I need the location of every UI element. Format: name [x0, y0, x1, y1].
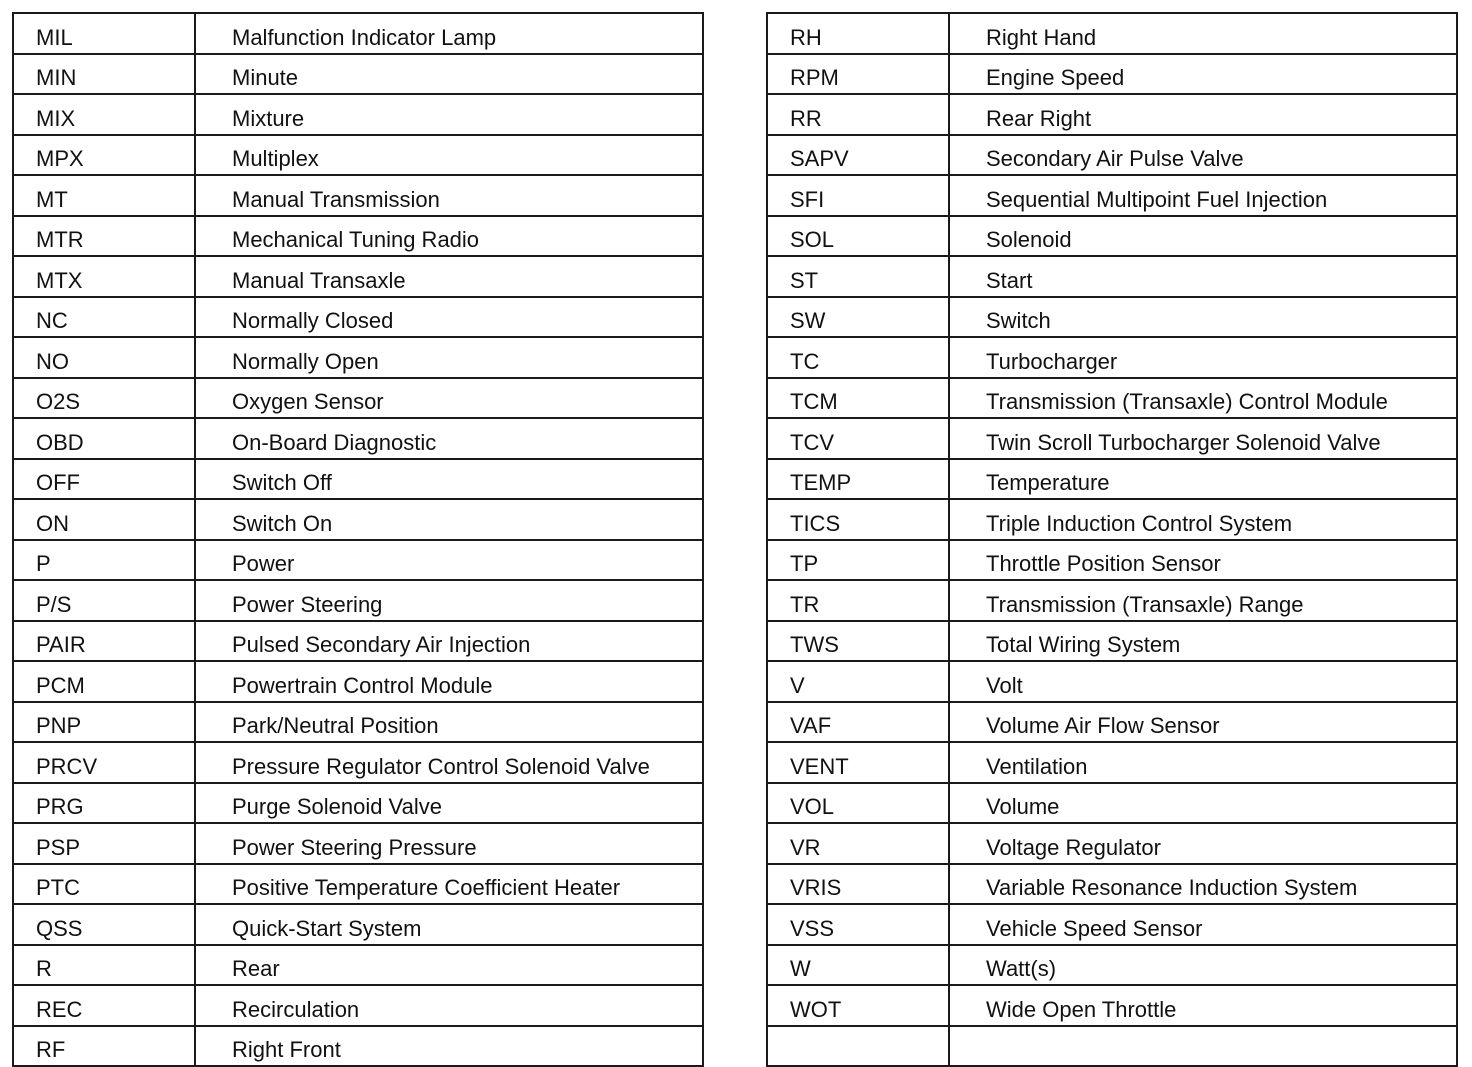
abbreviation-meaning: Volt — [949, 661, 1457, 702]
table-row — [13, 378, 703, 419]
table-row — [767, 783, 1457, 824]
abbreviation-code: MPX — [13, 135, 195, 176]
abbreviation-meaning: Ventilation — [949, 742, 1457, 783]
abbreviation-code: R — [13, 945, 195, 986]
table-row — [13, 459, 703, 500]
table-row — [767, 337, 1457, 378]
abbreviation-code: TWS — [767, 621, 949, 662]
table-row — [13, 864, 703, 905]
abbreviation-code: PCM — [13, 661, 195, 702]
table-row — [13, 823, 703, 864]
table-row — [13, 94, 703, 135]
abbreviation-code: NO — [13, 337, 195, 378]
abbreviation-code: PSP — [13, 823, 195, 864]
abbreviation-code: PRCV — [13, 742, 195, 783]
abbreviation-code: V — [767, 661, 949, 702]
abbreviation-meaning: Secondary Air Pulse Valve — [949, 135, 1457, 176]
abbreviation-meaning: Turbocharger — [949, 337, 1457, 378]
abbreviation-code: TP — [767, 540, 949, 581]
table-row — [13, 337, 703, 378]
table-row — [13, 580, 703, 621]
table-row — [767, 580, 1457, 621]
abbreviation-code: WOT — [767, 985, 949, 1026]
abbreviation-code: RH — [767, 13, 949, 54]
abbreviation-meaning: Temperature — [949, 459, 1457, 500]
abbreviation-code: RR — [767, 94, 949, 135]
abbreviation-meaning: Positive Temperature Coefficient Heater — [195, 864, 703, 905]
abbreviation-meaning: Normally Open — [195, 337, 703, 378]
abbreviation-meaning: Right Hand — [949, 13, 1457, 54]
table-row — [13, 945, 703, 986]
abbreviation-code: P — [13, 540, 195, 581]
table-row — [767, 499, 1457, 540]
abbreviation-code: VR — [767, 823, 949, 864]
abbreviation-meaning: Power — [195, 540, 703, 581]
table-row — [767, 256, 1457, 297]
table-row — [13, 702, 703, 743]
abbreviation-meaning: Variable Resonance Induction System — [949, 864, 1457, 905]
abbreviation-meaning: Quick-Start System — [195, 904, 703, 945]
abbreviation-meaning: Rear Right — [949, 94, 1457, 135]
abbreviation-meaning: Pulsed Secondary Air Injection — [195, 621, 703, 662]
table-row — [767, 945, 1457, 986]
abbreviation-table-left — [12, 12, 704, 1067]
abbreviation-code: VSS — [767, 904, 949, 945]
abbreviation-meaning: Transmission (Transaxle) Control Module — [949, 378, 1457, 419]
abbreviation-code: VRIS — [767, 864, 949, 905]
abbreviation-code: O2S — [13, 378, 195, 419]
abbreviation-code: MT — [13, 175, 195, 216]
table-row — [767, 661, 1457, 702]
abbreviation-meaning: Solenoid — [949, 216, 1457, 257]
table-row — [13, 499, 703, 540]
table-row — [767, 216, 1457, 257]
table-row — [767, 985, 1457, 1026]
abbreviation-meaning: Pressure Regulator Control Solenoid Valve — [195, 742, 703, 783]
table-row — [767, 540, 1457, 581]
abbreviation-code: VAF — [767, 702, 949, 743]
table-row — [13, 661, 703, 702]
abbreviation-code: TCV — [767, 418, 949, 459]
abbreviation-meaning: Wide Open Throttle — [949, 985, 1457, 1026]
abbreviation-code: VOL — [767, 783, 949, 824]
abbreviation-code: SOL — [767, 216, 949, 257]
abbreviation-code: PRG — [13, 783, 195, 824]
abbreviation-code: MTX — [13, 256, 195, 297]
table-row — [13, 256, 703, 297]
abbreviation-code: RPM — [767, 54, 949, 95]
table-row — [13, 621, 703, 662]
abbreviation-meaning: Manual Transaxle — [195, 256, 703, 297]
abbreviation-meaning: Oxygen Sensor — [195, 378, 703, 419]
abbreviation-code: TEMP — [767, 459, 949, 500]
abbreviation-code: TCM — [767, 378, 949, 419]
abbreviation-meaning: Sequential Multipoint Fuel Injection — [949, 175, 1457, 216]
abbreviation-meaning: Volume Air Flow Sensor — [949, 702, 1457, 743]
table-row — [767, 742, 1457, 783]
abbreviation-meaning: Rear — [195, 945, 703, 986]
abbreviation-meaning: Multiplex — [195, 135, 703, 176]
abbreviation-meaning: Throttle Position Sensor — [949, 540, 1457, 581]
abbreviation-code: SFI — [767, 175, 949, 216]
abbreviation-meaning: Normally Closed — [195, 297, 703, 338]
abbreviation-code: W — [767, 945, 949, 986]
table-row — [767, 54, 1457, 95]
table-row — [13, 985, 703, 1026]
abbreviation-code: RF — [13, 1026, 195, 1067]
abbreviation-table-right-body — [767, 13, 1457, 1066]
abbreviation-code: TC — [767, 337, 949, 378]
table-row — [13, 418, 703, 459]
table-row — [767, 175, 1457, 216]
abbreviation-code: MIN — [13, 54, 195, 95]
abbreviation-code: ON — [13, 499, 195, 540]
abbreviation-meaning: Triple Induction Control System — [949, 499, 1457, 540]
table-row — [767, 94, 1457, 135]
abbreviation-code: MIX — [13, 94, 195, 135]
abbreviation-code: QSS — [13, 904, 195, 945]
table-row — [767, 459, 1457, 500]
abbreviation-meaning: Recirculation — [195, 985, 703, 1026]
abbreviation-meaning: Mixture — [195, 94, 703, 135]
abbreviation-code: OFF — [13, 459, 195, 500]
abbreviation-meaning: Total Wiring System — [949, 621, 1457, 662]
abbreviation-code: MTR — [13, 216, 195, 257]
table-row — [767, 418, 1457, 459]
abbreviation-code: OBD — [13, 418, 195, 459]
table-row — [13, 297, 703, 338]
abbreviation-meaning: Engine Speed — [949, 54, 1457, 95]
table-row — [13, 175, 703, 216]
abbreviation-code: TR — [767, 580, 949, 621]
abbreviation-meaning: Switch — [949, 297, 1457, 338]
abbreviation-code: P/S — [13, 580, 195, 621]
table-row — [767, 135, 1457, 176]
abbreviation-meaning: Power Steering Pressure — [195, 823, 703, 864]
abbreviation-meaning: Minute — [195, 54, 703, 95]
abbreviation-meaning: Park/Neutral Position — [195, 702, 703, 743]
table-row — [13, 135, 703, 176]
abbreviation-meaning: Twin Scroll Turbocharger Solenoid Valve — [949, 418, 1457, 459]
abbreviation-meaning: Vehicle Speed Sensor — [949, 904, 1457, 945]
abbreviation-code: NC — [13, 297, 195, 338]
abbreviation-code: SAPV — [767, 135, 949, 176]
table-row — [767, 904, 1457, 945]
table-row — [13, 13, 703, 54]
table-row — [13, 540, 703, 581]
table-row — [767, 823, 1457, 864]
table-row — [767, 621, 1457, 662]
table-row — [767, 297, 1457, 338]
table-row — [13, 742, 703, 783]
abbreviation-meaning: Manual Transmission — [195, 175, 703, 216]
table-row — [767, 702, 1457, 743]
abbreviation-meaning: Powertrain Control Module — [195, 661, 703, 702]
abbreviation-code: MIL — [13, 13, 195, 54]
abbreviation-code: PNP — [13, 702, 195, 743]
table-row — [13, 783, 703, 824]
abbreviation-code: SW — [767, 297, 949, 338]
abbreviation-code: VENT — [767, 742, 949, 783]
abbreviation-code: REC — [13, 985, 195, 1026]
abbreviation-code: PAIR — [13, 621, 195, 662]
table-row — [13, 54, 703, 95]
abbreviation-meaning: Watt(s) — [949, 945, 1457, 986]
abbreviation-code: PTC — [13, 864, 195, 905]
abbreviation-meaning: Switch Off — [195, 459, 703, 500]
abbreviation-meaning: Start — [949, 256, 1457, 297]
abbreviation-meaning: Power Steering — [195, 580, 703, 621]
abbreviation-meaning: Volume — [949, 783, 1457, 824]
abbreviation-code: TICS — [767, 499, 949, 540]
abbreviation-meaning: Purge Solenoid Valve — [195, 783, 703, 824]
abbreviation-meaning: On-Board Diagnostic — [195, 418, 703, 459]
abbreviation-meaning: Transmission (Transaxle) Range — [949, 580, 1457, 621]
abbreviation-table-left-body — [13, 13, 703, 1066]
table-row — [767, 864, 1457, 905]
table-row — [767, 378, 1457, 419]
table-row — [13, 216, 703, 257]
abbreviation-meaning: Right Front — [195, 1026, 703, 1067]
table-row — [13, 904, 703, 945]
abbreviation-meaning: Switch On — [195, 499, 703, 540]
abbreviation-table-right — [766, 12, 1458, 1067]
abbreviation-code: ST — [767, 256, 949, 297]
abbreviation-meaning: Mechanical Tuning Radio — [195, 216, 703, 257]
table-row — [767, 13, 1457, 54]
abbreviation-meaning: Malfunction Indicator Lamp — [195, 13, 703, 54]
abbreviation-meaning: Voltage Regulator — [949, 823, 1457, 864]
